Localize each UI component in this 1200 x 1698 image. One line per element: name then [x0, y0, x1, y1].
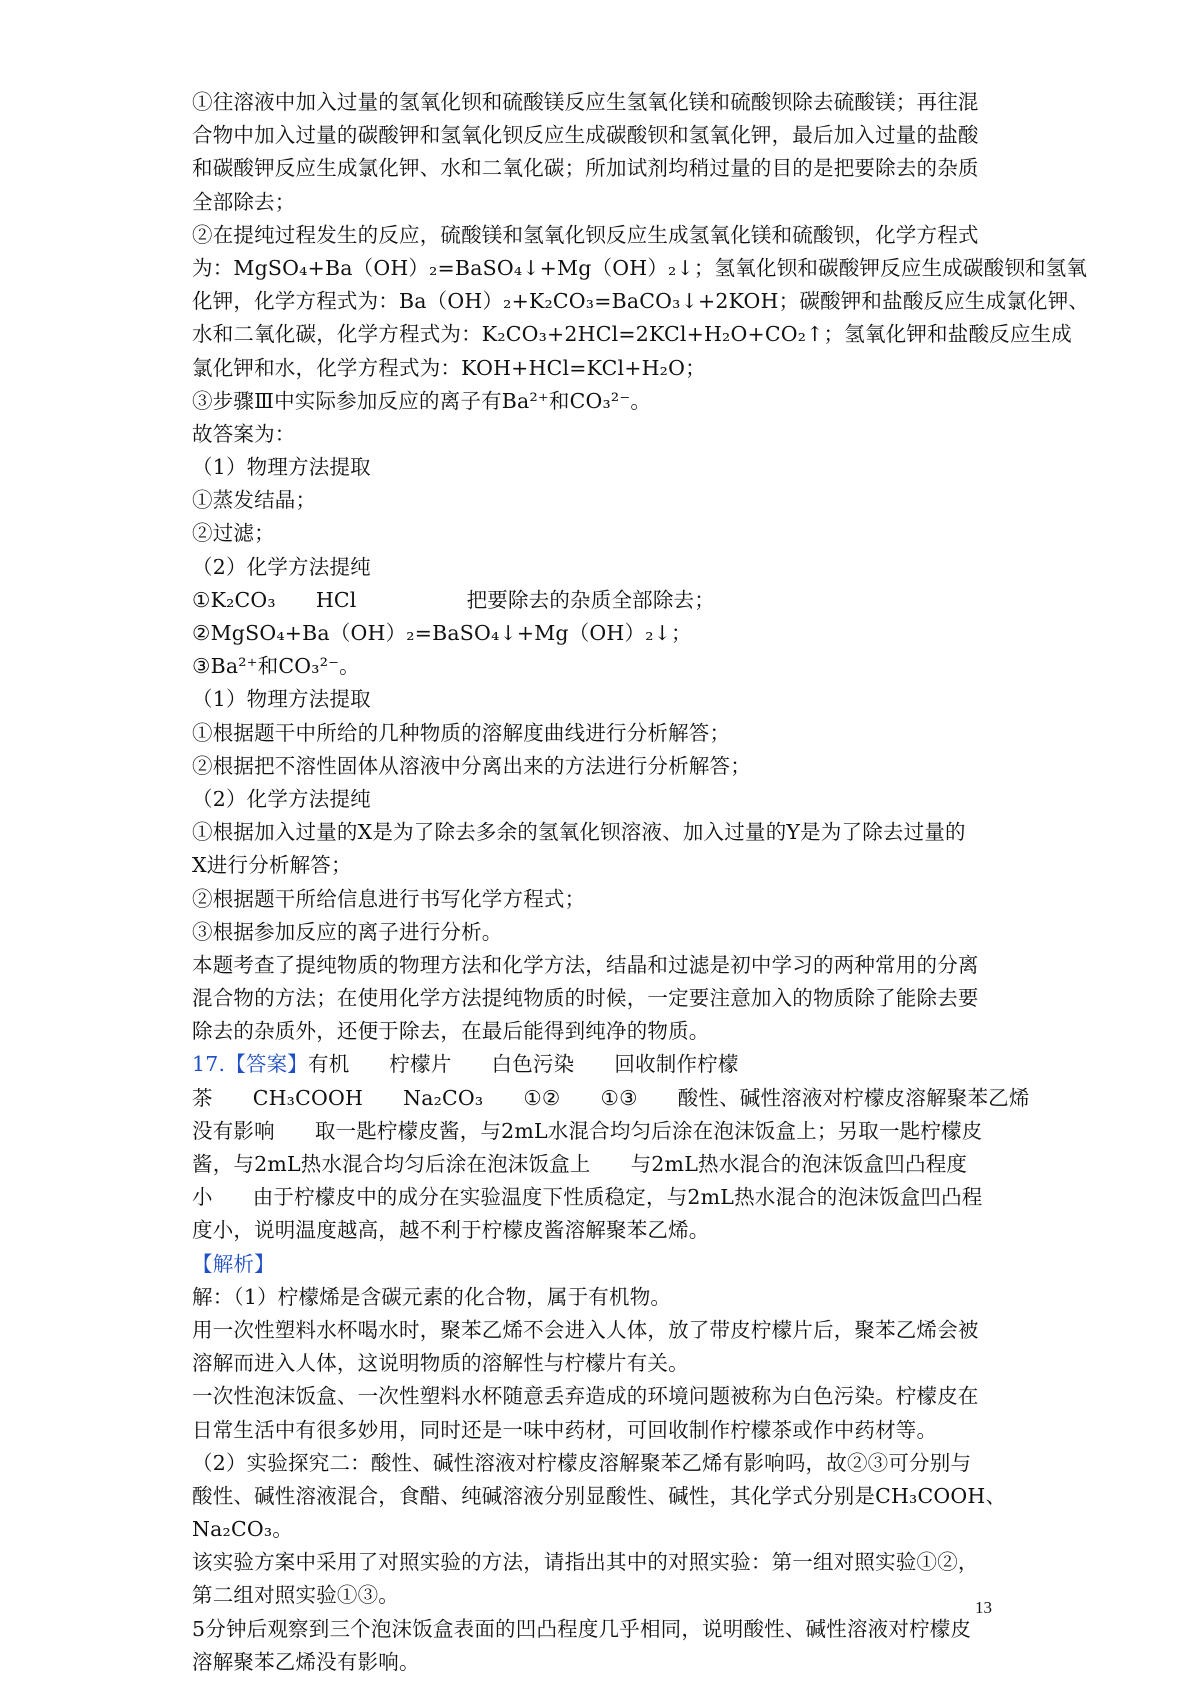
text-line: 混合物的方法；在使用化学方法提纯物质的时候，一定要注意加入的物质除了能除去要: [192, 986, 979, 1011]
text-line: 合物中加入过量的碳酸钾和氢氧化钡反应生成碳酸钡和氢氧化钾，最后加入过量的盐酸: [192, 123, 979, 148]
text-line: X进行分析解答；: [192, 853, 352, 878]
text-line: [192, 584, 1012, 617]
text-line: 溶解聚苯乙烯没有影响。: [192, 1649, 420, 1674]
text-line: 为：MgSO₄+Ba（OH）₂=BaSO₄↓+Mg（OH）₂↓；氢氧化钡和碳酸钾反应生成碳酸钡和氢氧: [192, 255, 1088, 280]
page-content: [192, 86, 1090, 1679]
answer-fragment: 把要除去的杂质全部除去；: [466, 587, 715, 612]
text-line: ②MgSO₄+Ba（OH）₂=BaSO₄↓+Mg（OH）₂↓；: [192, 621, 692, 645]
text-line: ①往溶液中加入过量的氢氧化钡和硫酸镁反应生氢氧化镁和硫酸钡除去硫酸镁；再往混: [192, 90, 979, 114]
text-line: 解：（1）柠檬烯是含碳元素的化合物，属于有机物。: [192, 1284, 672, 1309]
text-line: ③Ba²⁺和CO₃²⁻。: [192, 654, 360, 679]
text-line: 水和二氧化碳，化学方程式为：K₂CO₃+2HCl=2KCl+H₂O+CO₂↑；氢氧化钾和盐酸反应生成: [192, 322, 1072, 347]
answer-fragment: 回收制作柠檬: [614, 1052, 739, 1077]
answer-fragment: 酸性、碱性溶液对柠檬皮溶解聚苯乙烯: [677, 1085, 1030, 1110]
text-line: [192, 1181, 1012, 1214]
text-line: 本题考查了提纯物质的物理方法和化学方法，结晶和过滤是初中学习的两种常用的分离: [192, 952, 979, 977]
text-line: ①根据题干中所给的几种物质的溶解度曲线进行分析解答；: [192, 720, 731, 745]
answer-fragment: ①③: [600, 1085, 638, 1110]
text-line: 除去的杂质外，还便于除去，在最后能得到纯净的物质。: [192, 1019, 710, 1044]
answer-fragment: 柠檬片: [389, 1052, 452, 1077]
text-line: [192, 1115, 1012, 1148]
text-line: ②过滤；: [192, 521, 275, 546]
text-line: Na₂CO₃。: [192, 1517, 293, 1542]
text-line: 溶解而进入人体，这说明物质的溶解性与柠檬片有关。: [192, 1351, 689, 1376]
text-line: 化钾，化学方程式为：Ba（OH）₂+K₂CO₃=BaCO₃↓+2KOH；碳酸钾和盐酸反应生成氯化钾、: [192, 289, 1090, 314]
text-line: 日常生活中有很多妙用，同时还是一味中药材，可回收制作柠檬茶或作中药材等。: [192, 1417, 938, 1442]
text-line: （1）物理方法提取: [192, 455, 371, 480]
text-line: （2）实验探究二：酸性、碱性溶液对柠檬皮溶解聚苯乙烯有影响吗，故②③可分别与: [192, 1450, 972, 1475]
text-line: [192, 1148, 1012, 1181]
text-line: （1）物理方法提取: [192, 687, 371, 712]
answer-fragment: Na₂CO₃: [403, 1085, 484, 1110]
text-line: 该实验方案中采用了对照实验的方法，请指出其中的对照实验：第一组对照实验①②，: [192, 1550, 979, 1575]
answer-fragment: 由于柠檬皮中的成分在实验温度下性质稳定，与2mL热水混合的泡沫饭盒凹凸程: [252, 1185, 983, 1210]
text-line: （2）化学方法提纯: [192, 786, 371, 811]
answer-fragment: 有机: [308, 1052, 350, 1077]
q17-answer-label: 17.【答案】: [192, 1052, 309, 1077]
answer-fragment: 酱，与2mL热水混合均匀后涂在泡沫饭盒上: [192, 1152, 591, 1176]
answer-heading: 故答案为：: [192, 421, 296, 446]
text-line: ①蒸发结晶；: [192, 488, 317, 513]
text-line: [192, 1082, 1030, 1115]
q17-answer-line: [192, 1048, 1012, 1081]
answer-fragment: 茶: [192, 1085, 213, 1110]
page-number: 13: [975, 1598, 992, 1617]
text-line: 用一次性塑料水杯喝水时，聚苯乙烯不会进入人体，放了带皮柠檬片后，聚苯乙烯会被: [192, 1317, 979, 1342]
answer-fragment: ①②: [523, 1085, 561, 1110]
text-line: ③根据参加反应的离子进行分析。: [192, 919, 503, 944]
answer-fragment: 白色污染: [491, 1052, 575, 1077]
text-line: 一次性泡沫饭盒、一次性塑料水杯随意丢弃造成的环境问题被称为白色污染。柠檬皮在: [192, 1384, 979, 1409]
answer-fragment: 小: [192, 1185, 213, 1210]
answer-fragment: CH₃COOH: [252, 1085, 364, 1110]
text-line: 氯化钾和水，化学方程式为：KOH+HCl=KCl+H₂O；: [192, 355, 706, 380]
text-line: ②在提纯过程发生的反应，硫酸镁和氢氧化钡反应生成氢氧化镁和硫酸钡，化学方程式: [192, 222, 979, 247]
answer-fragment: 与2mL热水混合的泡沫饭盒凹凸程度: [630, 1152, 968, 1176]
text-line: 全部除去；: [192, 189, 296, 214]
answer-fragment: HCl: [315, 587, 357, 612]
answer-fragment: 取一匙柠檬皮酱，与2mL水混合均匀后涂在泡沫饭盒上；另取一匙柠檬皮: [314, 1118, 983, 1143]
text-line: ①根据加入过量的X是为了除去多余的氢氧化钡溶液、加入过量的Y是为了除去过量的: [192, 820, 966, 845]
text-line: ③步骤Ⅲ中实际参加反应的离子有Ba²⁺和CO₃²⁻。: [192, 388, 652, 413]
text-line: ②根据把不溶性固体从溶液中分离出来的方法进行分析解答；: [192, 753, 751, 778]
text-line: ②根据题干所给信息进行书写化学方程式；: [192, 886, 586, 911]
text-line: 和碳酸钾反应生成氯化钾、水和二氧化碳；所加试剂均稍过量的目的是把要除去的杂质: [192, 156, 979, 181]
text-line: 第二组对照实验①③。: [192, 1583, 399, 1608]
text-line: 酸性、碱性溶液混合，食醋、纯碱溶液分别显酸性、碱性，其化学式分别是CH₃COOH、: [192, 1483, 1007, 1508]
answer-fragment: 没有影响: [192, 1118, 275, 1143]
text-line: （2）化学方法提纯: [192, 554, 371, 579]
analysis-label: 【解析】: [192, 1251, 275, 1276]
text-line: 5分钟后观察到三个泡沫饭盒表面的凹凸程度几乎相同，说明酸性、碱性溶液对柠檬皮: [192, 1616, 972, 1641]
answer-fragment: ①K₂CO₃: [192, 587, 276, 612]
text-line: 度小，说明温度越高，越不利于柠檬皮酱溶解聚苯乙烯。: [192, 1218, 710, 1243]
